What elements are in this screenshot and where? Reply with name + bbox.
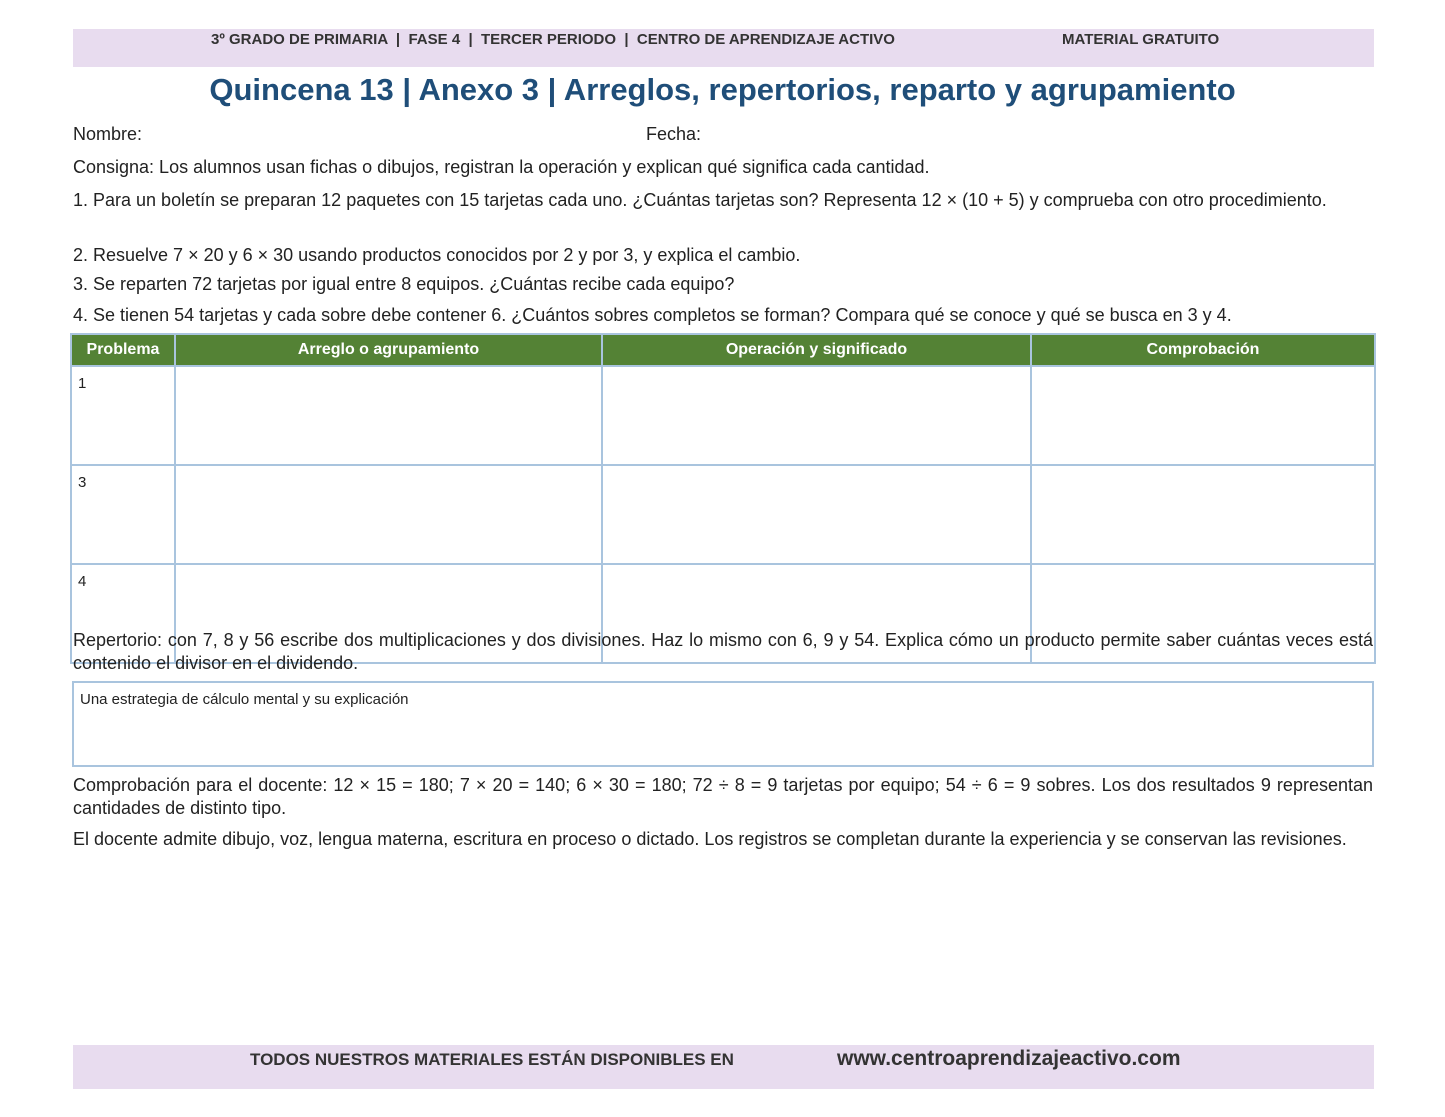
header-left-text: 3º GRADO DE PRIMARIA | FASE 4 | TERCER PERIODO | CENTRO DE APRENDIZAJE ACTIVO bbox=[211, 31, 895, 48]
verification-cell[interactable] bbox=[1031, 465, 1375, 564]
mental-strategy-label: Una estrategia de cálculo mental y su explicación bbox=[80, 691, 409, 708]
row-problem-number: 3 bbox=[71, 465, 175, 564]
footer-url-link[interactable]: www.centroaprendizajeactivo.com bbox=[837, 1047, 1181, 1070]
footer-text: TODOS NUESTROS MATERIALES ESTÁN DISPONIBLES EN bbox=[250, 1050, 734, 1069]
verification-cell[interactable] bbox=[1031, 366, 1375, 465]
operation-cell[interactable] bbox=[602, 366, 1031, 465]
problem-1: 1. Para un boletín se preparan 12 paquetes con 15 tarjetas cada uno. ¿Cuántas tarjetas son? Representa 12 × (10 + 5) y comprueba con otro procedimiento. bbox=[73, 190, 1327, 210]
row-problem-number: 4 bbox=[71, 564, 175, 663]
arrangement-cell[interactable] bbox=[175, 366, 602, 465]
header-band bbox=[73, 29, 1374, 67]
header-operation: Operación y significado bbox=[602, 334, 1031, 366]
footer-band bbox=[73, 1045, 1374, 1089]
problem-2: 2. Resuelve 7 × 20 y 6 × 30 usando productos conocidos por 2 y por 3, y explica el cambio. bbox=[73, 245, 801, 265]
problem-4: 4. Se tienen 54 tarjetas y cada sobre debe contener 6. ¿Cuántos sobres completos se forman? Compara qué se conoce y qué se busca en 3 y 4. bbox=[73, 305, 1232, 325]
header-problem: Problema bbox=[71, 334, 175, 366]
table-row bbox=[71, 465, 1375, 564]
arrangement-cell[interactable] bbox=[175, 465, 602, 564]
header-arrangement: Arreglo o agrupamiento bbox=[175, 334, 602, 366]
mental-strategy-box[interactable] bbox=[72, 681, 1374, 767]
page-title: Quincena 13 | Anexo 3 | Arreglos, repertorios, reparto y agrupamiento bbox=[209, 72, 1236, 107]
header-verification: Comprobación bbox=[1031, 334, 1375, 366]
teacher-check: Comprobación para el docente: 12 × 15 = 180; 7 × 20 = 140; 6 × 30 = 180; 72 ÷ 8 = 9 tarjetas por equipo; 54 ÷ 6 = 9 sobres. Los dos resultados 9 representan cantidades de distinto tipo. bbox=[73, 775, 1373, 818]
answer-table bbox=[70, 333, 1376, 664]
teacher-note: El docente admite dibujo, voz, lengua materna, escritura en proceso o dictado. Los registros se completan durante la experiencia y se conservan las revisiones. bbox=[73, 829, 1347, 849]
problem-3: 3. Se reparten 72 tarjetas por igual entre 8 equipos. ¿Cuántas recibe cada equipo? bbox=[73, 274, 735, 294]
repertoire-text: Repertorio: con 7, 8 y 56 escribe dos multiplicaciones y dos divisiones. Haz lo mismo con 6, 9 y 54. Explica cómo un producto permite saber cuántas veces está contenido el divisor en el dividendo. bbox=[73, 630, 1373, 673]
date-label: Fecha: bbox=[646, 124, 702, 144]
operation-cell[interactable] bbox=[602, 465, 1031, 564]
row-problem-number: 1 bbox=[71, 366, 175, 465]
name-label: Nombre: bbox=[73, 124, 143, 144]
table-row bbox=[71, 366, 1375, 465]
table-header-row bbox=[71, 334, 1375, 366]
header-right-text: MATERIAL GRATUITO bbox=[1062, 31, 1220, 48]
instructions: Consigna: Los alumnos usan fichas o dibujos, registran la operación y explican qué significa cada cantidad. bbox=[73, 157, 930, 177]
